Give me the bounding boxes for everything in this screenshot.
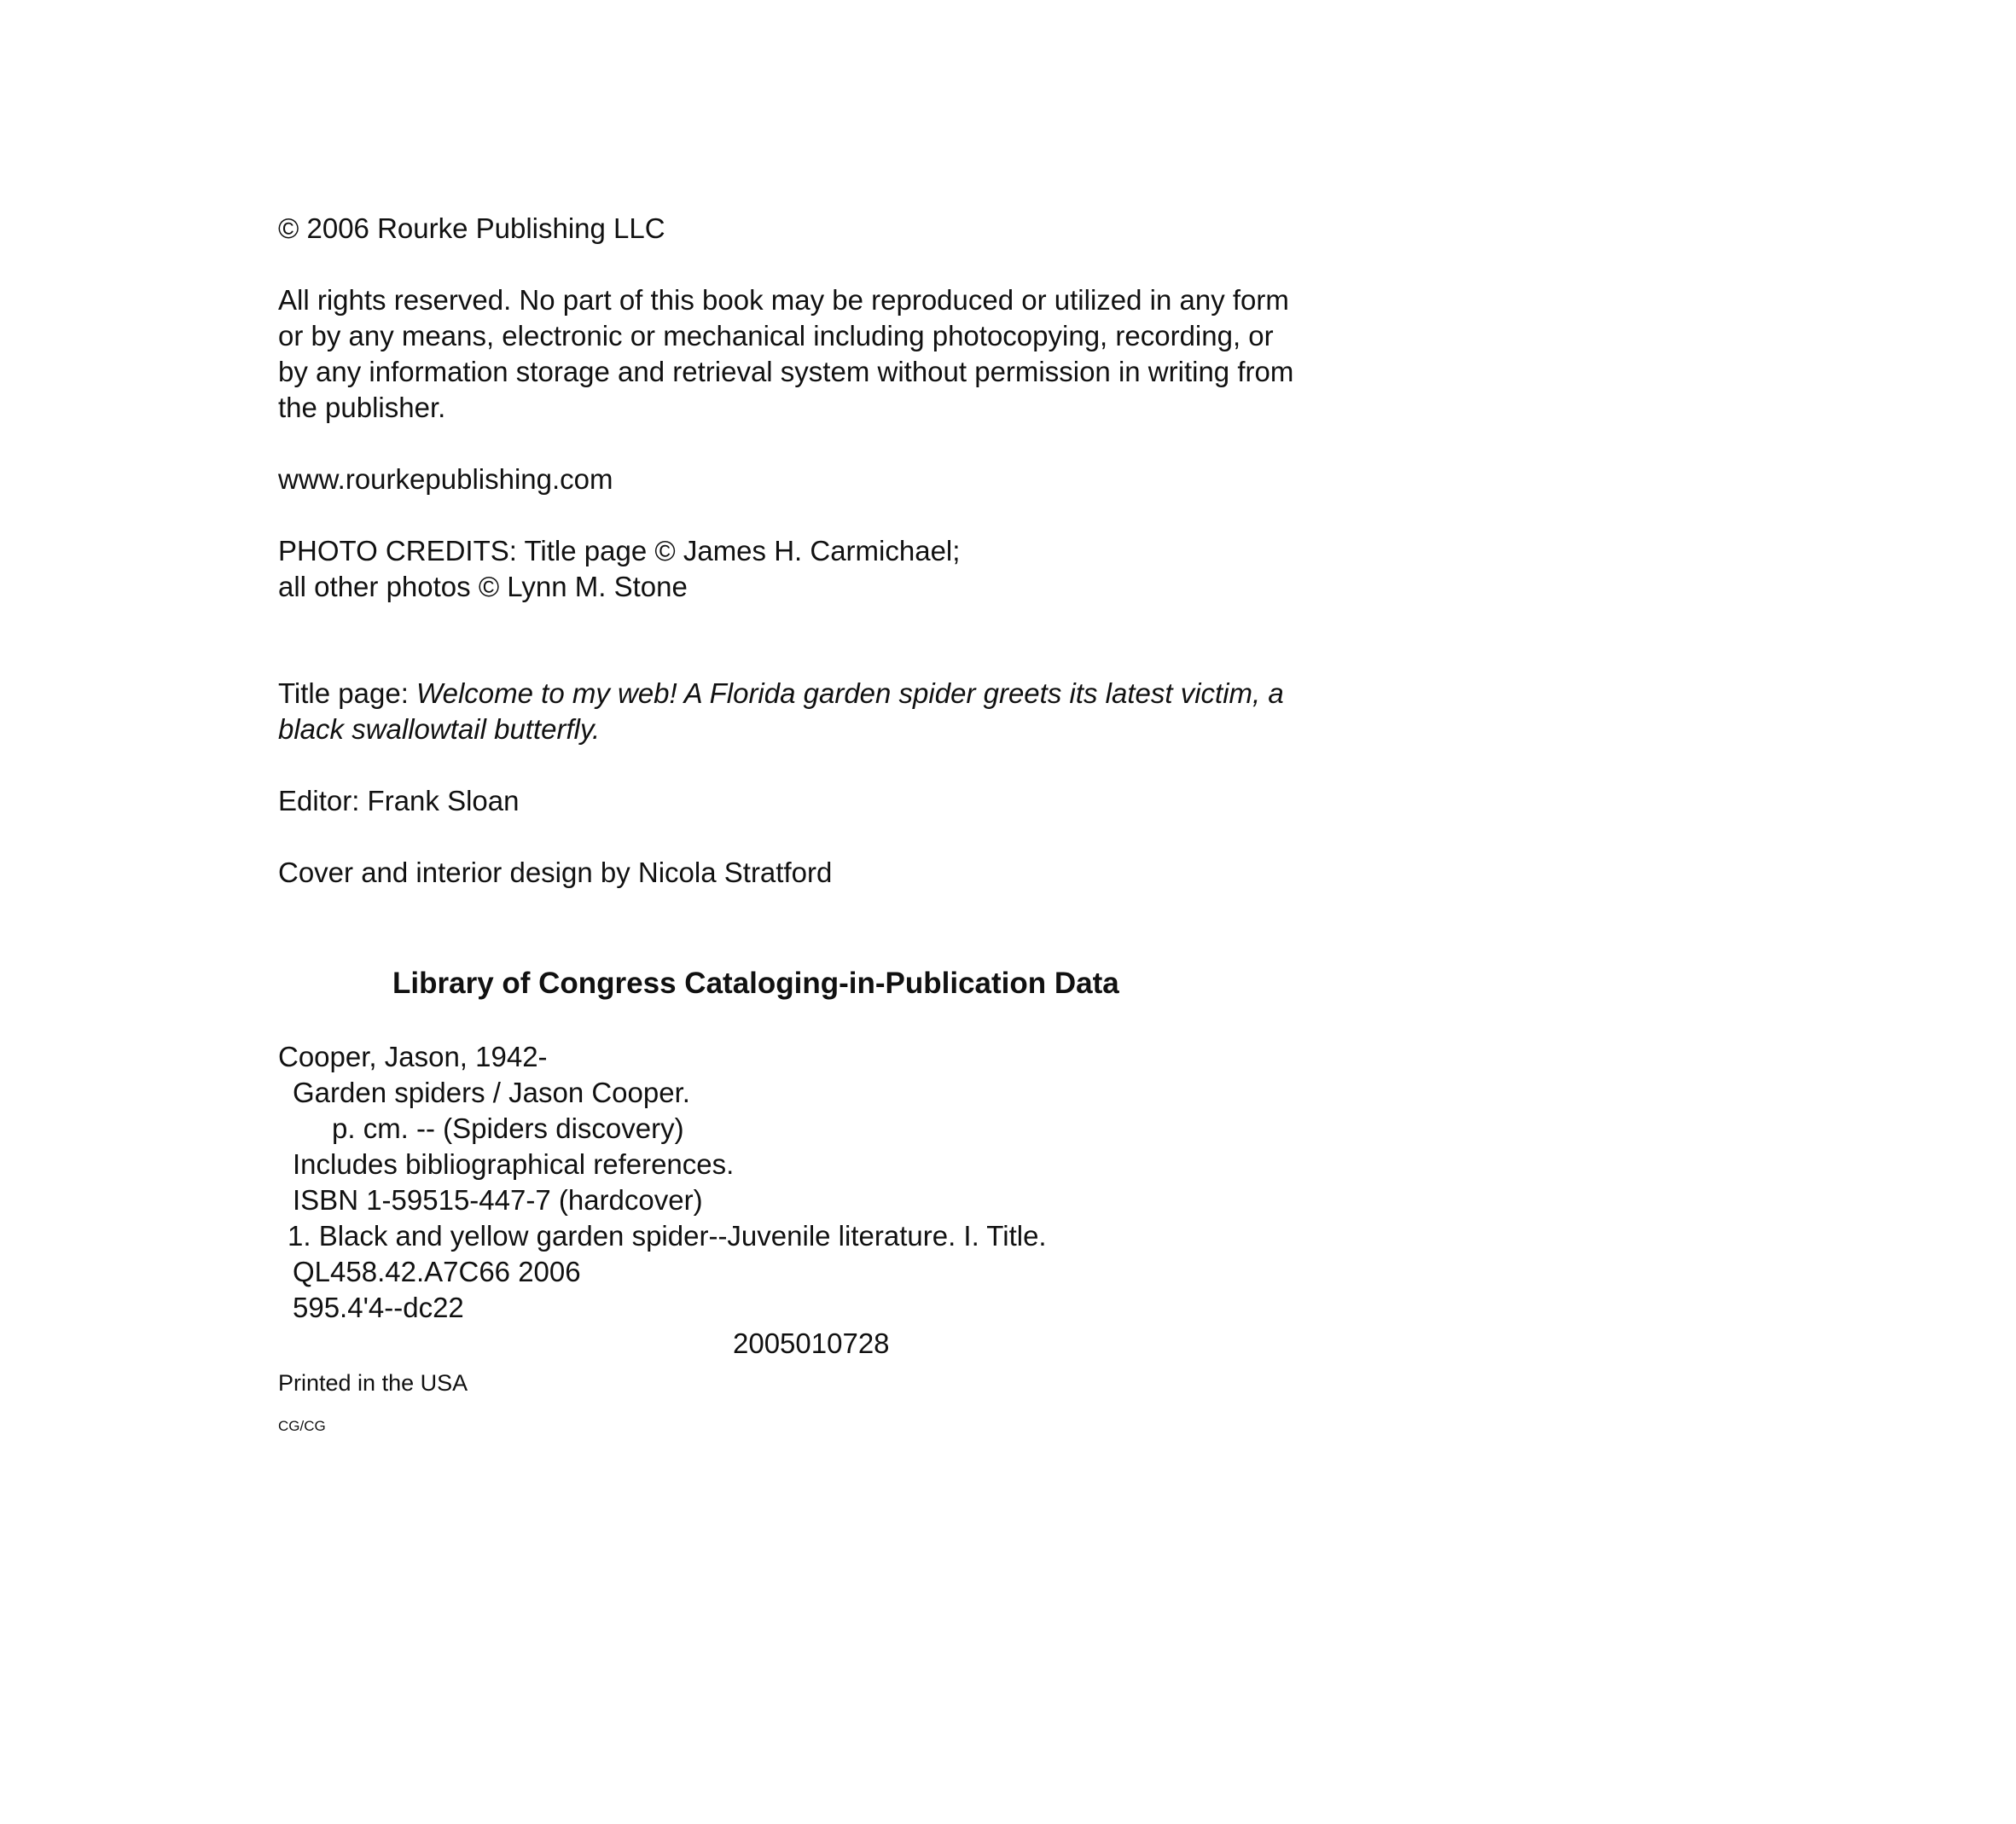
title-page-label: Title page: (278, 677, 417, 709)
rights-line-3: by any information storage and retrieval system without permission in writing from (278, 356, 1294, 387)
design-line: Cover and interior design by Nicola Stratford (278, 857, 833, 888)
copyright-line: © 2006 Rourke Publishing LLC (278, 212, 665, 244)
cip-subject: 1. Black and yellow garden spider--Juvenile literature. I. Title. (288, 1220, 1047, 1252)
rights-line-4: the publisher. (278, 392, 446, 423)
cip-author: Cooper, Jason, 1942- (278, 1041, 548, 1072)
printer-code: CG/CG (278, 1418, 326, 1434)
title-page-caption: Welcome to my web! A Florida garden spider greets its latest victim, a (416, 677, 1284, 709)
cip-lc-class: QL458.42.A7C66 2006 (293, 1256, 581, 1287)
cip-physical: p. cm. -- (Spiders discovery) (332, 1112, 684, 1144)
photo-credits-line-1: PHOTO CREDITS: Title page © James H. Carmichael; (278, 535, 961, 566)
editor-line: Editor: Frank Sloan (278, 785, 520, 816)
cip-dewey: 595.4'4--dc22 (293, 1292, 464, 1323)
cip-title: Garden spiders / Jason Cooper. (293, 1077, 690, 1108)
cip-isbn: ISBN 1-59515-447-7 (hardcover) (293, 1184, 703, 1216)
title-page-caption-line-2: black swallowtail butterfly. (278, 713, 601, 745)
title-page-caption-line-1 (278, 676, 1284, 712)
photo-credits-line-2: all other photos © Lynn M. Stone (278, 571, 688, 602)
printed-line: Printed in the USA (278, 1370, 468, 1396)
rights-line-1: All rights reserved. No part of this book may be reproduced or utilized in any form (278, 284, 1289, 316)
website-line: www.rourkepublishing.com (278, 463, 613, 495)
cip-heading: Library of Congress Cataloging-in-Publication Data (392, 967, 1119, 1000)
cip-lccn: 2005010728 (733, 1327, 890, 1359)
rights-line-2: or by any means, electronic or mechanical including photocopying, recording, or (278, 320, 1274, 351)
cip-notes: Includes bibliographical references. (293, 1148, 735, 1180)
